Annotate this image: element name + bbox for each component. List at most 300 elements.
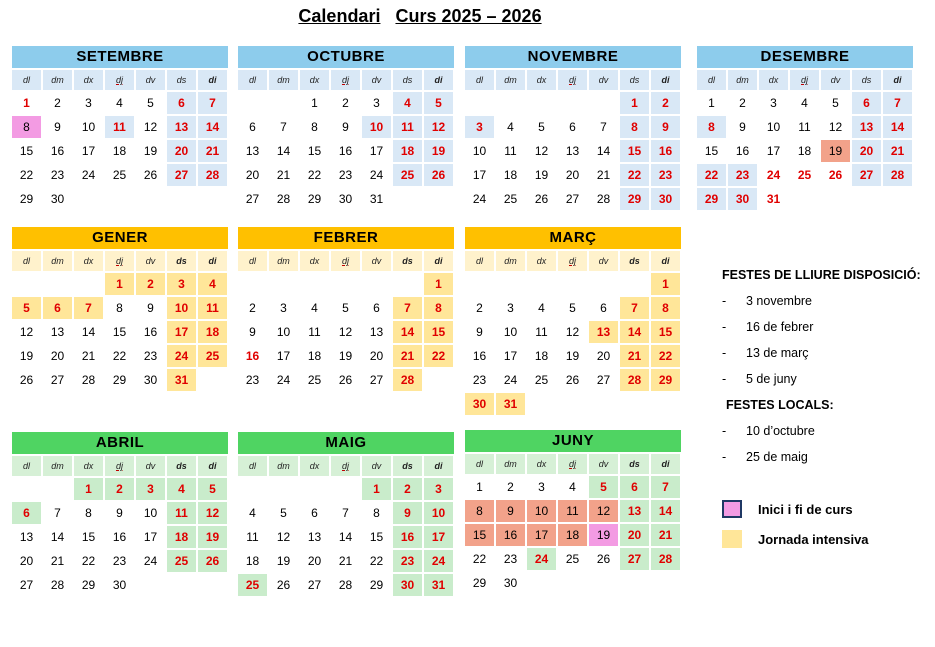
day-cell: 7	[342, 506, 349, 520]
day-cell: 13	[167, 116, 196, 138]
empty-cell	[821, 188, 850, 210]
day-cell: 25	[112, 168, 127, 182]
empty-cell	[651, 572, 680, 594]
day-cell: 10	[766, 120, 781, 134]
day-cell: 26	[424, 164, 453, 186]
day-cell: 27	[369, 373, 384, 387]
day-cell: 14	[198, 116, 227, 138]
day-cell: 21	[883, 140, 912, 162]
day-cell: 26	[338, 373, 353, 387]
week-row	[237, 140, 455, 164]
day-cell: 17	[766, 144, 781, 158]
day-cell: 16	[651, 140, 680, 162]
day-cell: 24	[81, 168, 96, 182]
weekday-label: dx	[74, 251, 103, 271]
legend-label: Inici i fi de curs	[758, 501, 853, 517]
day-cell: 7	[393, 297, 422, 319]
day-cell: 20	[620, 524, 649, 546]
day-cell: 8	[116, 301, 123, 315]
empty-cell	[331, 478, 360, 500]
day-cell: 27	[50, 373, 65, 387]
day-cell: 4	[167, 478, 196, 500]
day-cell: 8	[373, 506, 380, 520]
day-cell: 27	[620, 548, 649, 570]
festa-local-item: - 10 d’octubre	[722, 424, 815, 438]
day-cell: 9	[147, 301, 154, 315]
day-cell: 17	[503, 349, 518, 363]
weekday-label: dl	[465, 251, 494, 271]
day-cell: 25	[393, 164, 422, 186]
day-cell: 21	[81, 349, 96, 363]
festa-lliure-item: - 16 de febrer	[722, 320, 814, 334]
day-cell: 18	[393, 140, 422, 162]
day-cell: 23	[338, 168, 353, 182]
day-cell: 5	[342, 301, 349, 315]
week-row	[11, 369, 229, 393]
weekday-label: dl	[465, 70, 494, 90]
week-row	[11, 92, 229, 116]
day-cell: 2	[249, 301, 256, 315]
day-cell: 10	[276, 325, 291, 339]
empty-cell	[269, 273, 298, 295]
weekday-label: dl	[12, 456, 41, 476]
week-row	[464, 297, 682, 321]
day-cell: 12	[424, 116, 453, 138]
day-cell: 1	[311, 96, 318, 110]
weekday-label: dj	[105, 70, 134, 90]
weekday-label: dm	[269, 456, 298, 476]
week-row	[237, 273, 455, 297]
day-cell: 6	[852, 92, 881, 114]
week-row	[237, 164, 455, 188]
day-cell: 5	[569, 301, 576, 315]
weekday-label: di	[883, 70, 912, 90]
day-cell: 29	[112, 373, 127, 387]
day-cell: 16	[245, 349, 260, 363]
empty-cell	[238, 92, 267, 114]
weekday-label: ds	[620, 251, 649, 271]
weekday-header-row	[11, 456, 229, 478]
weekday-label: dv	[136, 251, 165, 271]
weekday-label: dj	[331, 251, 360, 271]
weekday-label: dx	[527, 70, 556, 90]
day-cell: 2	[476, 301, 483, 315]
weekday-label: dl	[238, 456, 267, 476]
weekday-label: dm	[43, 251, 72, 271]
day-cell: 12	[143, 120, 158, 134]
day-cell: 29	[697, 188, 726, 210]
week-row	[11, 116, 229, 140]
weekday-label: ds	[852, 70, 881, 90]
week-row	[464, 164, 682, 188]
week-row	[464, 273, 682, 297]
day-cell: 15	[307, 144, 322, 158]
weekday-label: dx	[527, 251, 556, 271]
day-cell: 25	[307, 373, 322, 387]
day-cell: 21	[276, 168, 291, 182]
day-cell: 29	[307, 192, 322, 206]
month-header: MAIG	[238, 432, 454, 454]
day-cell: 25	[797, 168, 812, 182]
week-row	[11, 273, 229, 297]
day-cell: 15	[112, 325, 127, 339]
month-febrer	[237, 227, 455, 393]
day-cell: 4	[198, 273, 227, 295]
day-cell: 8	[697, 116, 726, 138]
week-row	[464, 345, 682, 369]
day-cell: 5	[280, 506, 287, 520]
weekday-header-row	[464, 70, 682, 92]
day-cell: 25	[503, 192, 518, 206]
day-cell: 19	[424, 140, 453, 162]
day-cell: 30	[338, 192, 353, 206]
weekday-label: ds	[167, 70, 196, 90]
day-cell: 9	[54, 120, 61, 134]
page-title	[0, 6, 840, 27]
day-cell: 22	[307, 168, 322, 182]
day-cell: 28	[651, 548, 680, 570]
week-row	[11, 297, 229, 321]
day-cell: 18	[558, 524, 587, 546]
day-cell: 17	[276, 349, 291, 363]
weekday-label: ds	[393, 456, 422, 476]
day-cell: 12	[565, 325, 580, 339]
empty-cell	[558, 92, 587, 114]
week-row	[464, 188, 682, 212]
day-cell: 31	[369, 192, 384, 206]
title-curs: Curs 2025 – 2026	[395, 6, 542, 26]
day-cell: 5	[198, 478, 227, 500]
day-cell: 30	[50, 192, 65, 206]
day-cell: 7	[280, 120, 287, 134]
day-cell: 13	[19, 530, 34, 544]
week-row	[11, 188, 229, 212]
day-cell: 6	[620, 476, 649, 498]
legend-inici-fi	[722, 500, 853, 518]
day-cell: 8	[465, 500, 494, 522]
empty-cell	[620, 393, 649, 415]
day-cell: 23	[112, 554, 127, 568]
day-cell: 10	[527, 500, 556, 522]
empty-cell	[43, 273, 72, 295]
day-cell: 22	[651, 345, 680, 367]
day-cell: 17	[369, 144, 384, 158]
day-cell: 28	[338, 578, 353, 592]
week-row	[696, 164, 914, 188]
day-cell: 2	[651, 92, 680, 114]
day-cell: 15	[651, 321, 680, 343]
empty-cell	[424, 188, 453, 210]
day-cell: 30	[465, 393, 494, 415]
day-cell: 2	[507, 480, 514, 494]
day-cell: 24	[369, 168, 384, 182]
empty-cell	[167, 574, 196, 596]
empty-cell	[589, 572, 618, 594]
weekday-label: dv	[136, 456, 165, 476]
day-cell: 11	[393, 116, 422, 138]
day-cell: 26	[19, 373, 34, 387]
day-cell: 23	[50, 168, 65, 182]
week-row	[11, 164, 229, 188]
weekday-header-row	[11, 251, 229, 273]
day-cell: 3	[136, 478, 165, 500]
empty-cell	[393, 273, 422, 295]
day-cell: 27	[167, 164, 196, 186]
week-row	[464, 572, 682, 596]
week-row	[464, 321, 682, 345]
day-cell: 8	[620, 116, 649, 138]
day-cell: 14	[50, 530, 65, 544]
day-cell: 15	[19, 144, 34, 158]
day-cell: 14	[338, 530, 353, 544]
day-cell: 20	[167, 140, 196, 162]
day-cell: 7	[74, 297, 103, 319]
day-cell: 19	[338, 349, 353, 363]
empty-cell	[527, 393, 556, 415]
day-cell: 20	[852, 140, 881, 162]
day-cell: 26	[198, 550, 227, 572]
month-header: MARÇ	[465, 227, 681, 249]
day-cell: 28	[276, 192, 291, 206]
empty-cell	[620, 572, 649, 594]
day-cell: 14	[651, 500, 680, 522]
weekday-label: dx	[759, 70, 788, 90]
festa-lliure-item: - 3 novembre	[722, 294, 813, 308]
weekday-label: dv	[362, 70, 391, 90]
month-novembre	[464, 46, 682, 212]
day-cell: 8	[85, 506, 92, 520]
week-row	[11, 478, 229, 502]
day-cell: 17	[143, 530, 158, 544]
empty-cell	[465, 92, 494, 114]
day-cell: 20	[307, 554, 322, 568]
week-row	[237, 478, 455, 502]
week-row	[696, 188, 914, 212]
week-row	[11, 574, 229, 598]
day-cell: 20	[19, 554, 34, 568]
empty-cell	[527, 572, 556, 594]
day-cell: 18	[167, 526, 196, 548]
weekday-header-row	[237, 251, 455, 273]
day-cell: 27	[565, 192, 580, 206]
day-cell: 17	[424, 526, 453, 548]
week-row	[11, 345, 229, 369]
day-cell: 4	[393, 92, 422, 114]
day-cell: 9	[249, 325, 256, 339]
day-cell: 28	[81, 373, 96, 387]
weekday-label: dx	[300, 70, 329, 90]
day-cell: 1	[105, 273, 134, 295]
weekday-label: dj	[331, 70, 360, 90]
day-cell: 7	[600, 120, 607, 134]
day-cell: 2	[342, 96, 349, 110]
festes-lliure-heading: FESTES DE LLIURE DISPOSICIÓ:	[722, 268, 921, 282]
day-cell: 14	[883, 116, 912, 138]
weekday-label: dm	[496, 454, 525, 474]
day-cell: 27	[245, 192, 260, 206]
day-cell: 6	[600, 301, 607, 315]
day-cell: 22	[697, 164, 726, 186]
day-cell: 9	[651, 116, 680, 138]
empty-cell	[74, 273, 103, 295]
month-gener	[11, 227, 229, 393]
empty-cell	[136, 574, 165, 596]
day-cell: 15	[81, 530, 96, 544]
day-cell: 16	[50, 144, 65, 158]
day-cell: 13	[307, 530, 322, 544]
day-cell: 13	[852, 116, 881, 138]
weekday-label: di	[651, 70, 680, 90]
empty-cell	[589, 92, 618, 114]
day-cell: 5	[589, 476, 618, 498]
day-cell: 31	[167, 369, 196, 391]
weekday-label: dv	[589, 70, 618, 90]
day-cell: 13	[589, 321, 618, 343]
day-cell: 4	[116, 96, 123, 110]
day-cell: 25	[534, 373, 549, 387]
weekday-label: di	[198, 456, 227, 476]
weekday-label: di	[424, 251, 453, 271]
empty-cell	[852, 188, 881, 210]
empty-cell	[362, 273, 391, 295]
week-row	[237, 574, 455, 598]
day-cell: 29	[19, 192, 34, 206]
day-cell: 12	[338, 325, 353, 339]
day-cell: 24	[503, 373, 518, 387]
empty-cell	[198, 188, 227, 210]
day-cell: 9	[393, 502, 422, 524]
day-cell: 30	[503, 576, 518, 590]
week-row	[237, 526, 455, 550]
day-cell: 21	[620, 345, 649, 367]
day-cell: 18	[503, 168, 518, 182]
day-cell: 26	[596, 552, 611, 566]
festa-local-item: - 25 de maig	[722, 450, 808, 464]
day-cell: 9	[739, 120, 746, 134]
day-cell: 21	[651, 524, 680, 546]
day-cell: 23	[393, 550, 422, 572]
weekday-label: dv	[589, 454, 618, 474]
week-row	[464, 369, 682, 393]
day-cell: 8	[424, 297, 453, 319]
day-cell: 11	[558, 500, 587, 522]
day-cell: 10	[362, 116, 391, 138]
weekday-header-row	[237, 456, 455, 478]
day-cell: 6	[373, 301, 380, 315]
empty-cell	[136, 188, 165, 210]
day-cell: 12	[198, 502, 227, 524]
day-cell: 18	[112, 144, 127, 158]
month-header: FEBRER	[238, 227, 454, 249]
day-cell: 11	[198, 297, 227, 319]
day-cell: 28	[198, 164, 227, 186]
day-cell: 30	[651, 188, 680, 210]
week-row	[696, 116, 914, 140]
weekday-label: ds	[620, 70, 649, 90]
week-row	[237, 345, 455, 369]
month-header: JUNY	[465, 430, 681, 452]
week-row	[464, 92, 682, 116]
day-cell: 7	[651, 476, 680, 498]
week-row	[11, 140, 229, 164]
empty-cell	[300, 273, 329, 295]
empty-cell	[496, 273, 525, 295]
festa-lliure-item: - 5 de juny	[722, 372, 797, 386]
empty-cell	[198, 369, 227, 391]
legend-swatch-pink	[722, 500, 742, 518]
day-cell: 26	[276, 578, 291, 592]
day-cell: 21	[338, 554, 353, 568]
day-cell: 17	[527, 524, 556, 546]
weekday-label: ds	[393, 251, 422, 271]
day-cell: 1	[651, 273, 680, 295]
day-cell: 12	[19, 325, 34, 339]
day-cell: 6	[43, 297, 72, 319]
month-juny	[464, 430, 682, 596]
day-cell: 22	[424, 345, 453, 367]
day-cell: 24	[167, 345, 196, 367]
day-cell: 9	[342, 120, 349, 134]
month-header: SETEMBRE	[12, 46, 228, 68]
day-cell: 9	[476, 325, 483, 339]
day-cell: 2	[393, 478, 422, 500]
day-cell: 28	[620, 369, 649, 391]
weekday-header-row	[696, 70, 914, 92]
day-cell: 10	[167, 297, 196, 319]
weekday-label: dv	[821, 70, 850, 90]
weekday-label: dv	[362, 251, 391, 271]
empty-cell	[589, 273, 618, 295]
month-maig	[237, 432, 455, 598]
day-cell: 10	[503, 325, 518, 339]
day-cell: 17	[167, 321, 196, 343]
day-cell: 5	[424, 92, 453, 114]
month-octubre	[237, 46, 455, 212]
day-cell: 24	[143, 554, 158, 568]
legend-jornada-intensiva	[722, 530, 869, 548]
day-cell: 3	[85, 96, 92, 110]
day-cell: 27	[596, 373, 611, 387]
day-cell: 18	[534, 349, 549, 363]
month-header: NOVEMBRE	[465, 46, 681, 68]
empty-cell	[465, 273, 494, 295]
day-cell: 29	[369, 578, 384, 592]
empty-cell	[74, 188, 103, 210]
week-row	[464, 116, 682, 140]
weekday-label: dm	[43, 70, 72, 90]
empty-cell	[424, 369, 453, 391]
day-cell: 14	[620, 321, 649, 343]
day-cell: 29	[472, 576, 487, 590]
week-row	[11, 526, 229, 550]
weekday-label: ds	[393, 70, 422, 90]
empty-cell	[589, 393, 618, 415]
day-cell: 8	[12, 116, 41, 138]
day-cell: 19	[276, 554, 291, 568]
day-cell: 14	[276, 144, 291, 158]
weekday-label: dl	[238, 70, 267, 90]
day-cell: 8	[651, 297, 680, 319]
day-cell: 19	[534, 168, 549, 182]
weekday-label: dx	[74, 456, 103, 476]
day-cell: 1	[74, 478, 103, 500]
day-cell: 9	[116, 506, 123, 520]
weekday-header-row	[464, 454, 682, 476]
day-cell: 30	[143, 373, 158, 387]
title-prefix: Calendari	[298, 6, 381, 26]
day-cell: 25	[565, 552, 580, 566]
month-setembre	[11, 46, 229, 212]
